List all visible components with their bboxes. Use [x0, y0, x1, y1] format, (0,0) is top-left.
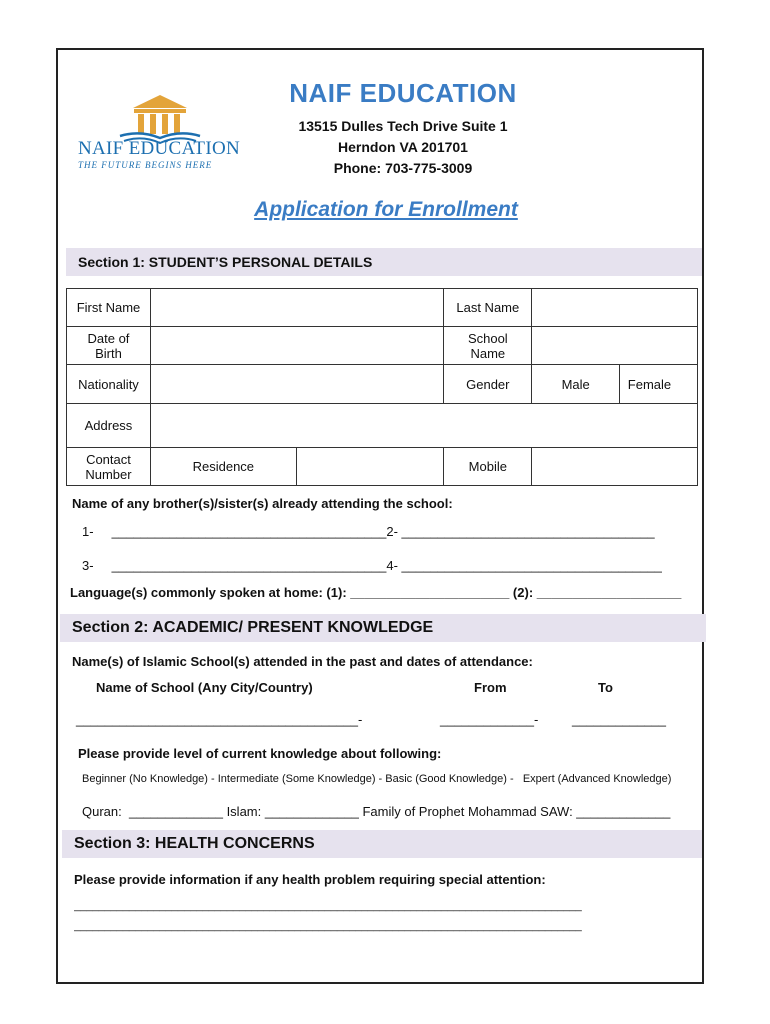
- first-name-field[interactable]: [150, 289, 443, 327]
- last-name-field[interactable]: [532, 289, 698, 327]
- address-field[interactable]: [150, 404, 697, 448]
- school-label-line1: School: [467, 330, 508, 346]
- subjects-line[interactable]: Quran: _____________ Islam: _____________ Family of Prophet Mohammad SAW: _____________: [82, 804, 671, 819]
- address-line2: Herndon VA 201701: [338, 139, 468, 155]
- first-name-label: First Name: [67, 289, 151, 327]
- form-page: [56, 48, 704, 984]
- nationality-field[interactable]: [150, 365, 443, 404]
- col-school-header: Name of School (Any City/Country): [96, 680, 313, 695]
- schools-prompt: Name(s) of Islamic School(s) attended in the past and dates of attendance:: [72, 654, 533, 669]
- school-name-label: [444, 327, 532, 365]
- last-name-label: Last Name: [444, 289, 532, 327]
- to-date-line[interactable]: _____________: [572, 712, 666, 727]
- health-line-1[interactable]: ___________________________________________________________________________________: [74, 900, 582, 912]
- logo-tagline: THE FUTURE BEGINS HERE: [78, 160, 213, 170]
- mobile-label: Mobile: [444, 448, 532, 486]
- address-label: Address: [67, 404, 151, 448]
- section1-header: Section 1: STUDENT’S PERSONAL DETAILS: [66, 248, 702, 276]
- org-name: NAIF EDUCATION: [289, 78, 517, 108]
- male-label: Male: [532, 365, 620, 404]
- health-prompt: Please provide information if any health problem requiring special attention:: [74, 872, 546, 887]
- health-line-2[interactable]: ___________________________________________________________________________________: [74, 920, 582, 932]
- school-label-line2: Name: [470, 345, 506, 361]
- contact-label-line2: Number: [85, 466, 132, 482]
- form-title: Application for Enrollment: [254, 198, 518, 221]
- address-block: [58, 116, 748, 179]
- col-to-header: To: [598, 680, 613, 695]
- section2-header: Section 2: ACADEMIC/ PRESENT KNOWLEDGE: [60, 614, 706, 642]
- residence-label: Residence: [150, 448, 296, 486]
- phone-line: Phone: 703-775-3009: [333, 160, 473, 176]
- logo-name: NAIF EDUCATION: [78, 138, 240, 159]
- dob-label: [67, 327, 151, 365]
- languages-line[interactable]: Language(s) commonly spoken at home: (1): ______________________ (2): ____________________: [70, 585, 682, 600]
- knowledge-levels: Beginner (No Knowledge) - Intermediate (Some Knowledge) - Basic (Good Knowledge) - Expert (Advanced Knowledge): [82, 773, 672, 785]
- from-date-line[interactable]: _____________-: [440, 712, 539, 727]
- sibling-row-1[interactable]: 1- ______________________________________2- ___________________________________: [82, 524, 655, 539]
- female-cell: [627, 365, 697, 404]
- personal-details-table: [66, 288, 698, 486]
- col-from-header: From: [474, 680, 507, 695]
- knowledge-prompt: Please provide level of current knowledge about following:: [78, 746, 442, 761]
- nationality-label: Nationality: [67, 365, 151, 404]
- contact-label: [67, 448, 151, 486]
- sibling-row-2[interactable]: 3- ______________________________________4- ____________________________________: [82, 558, 662, 573]
- school-name-line[interactable]: _______________________________________-: [76, 712, 363, 727]
- gender-label: Gender: [444, 365, 532, 404]
- siblings-prompt: Name of any brother(s)/sister(s) already attending the school:: [72, 496, 453, 511]
- dob-label-line2: Birth: [95, 345, 122, 361]
- dob-label-line1: Date of: [87, 330, 130, 346]
- contact-label-line1: Contact: [86, 451, 131, 467]
- school-name-field[interactable]: [532, 327, 698, 365]
- mobile-field[interactable]: [532, 448, 698, 486]
- section3-header: Section 3: HEALTH CONCERNS: [62, 830, 702, 858]
- female-label: Female: [627, 376, 672, 392]
- address-line1: 13515 Dulles Tech Drive Suite 1: [298, 118, 508, 134]
- residence-field[interactable]: [296, 448, 444, 486]
- dob-field[interactable]: [150, 327, 443, 365]
